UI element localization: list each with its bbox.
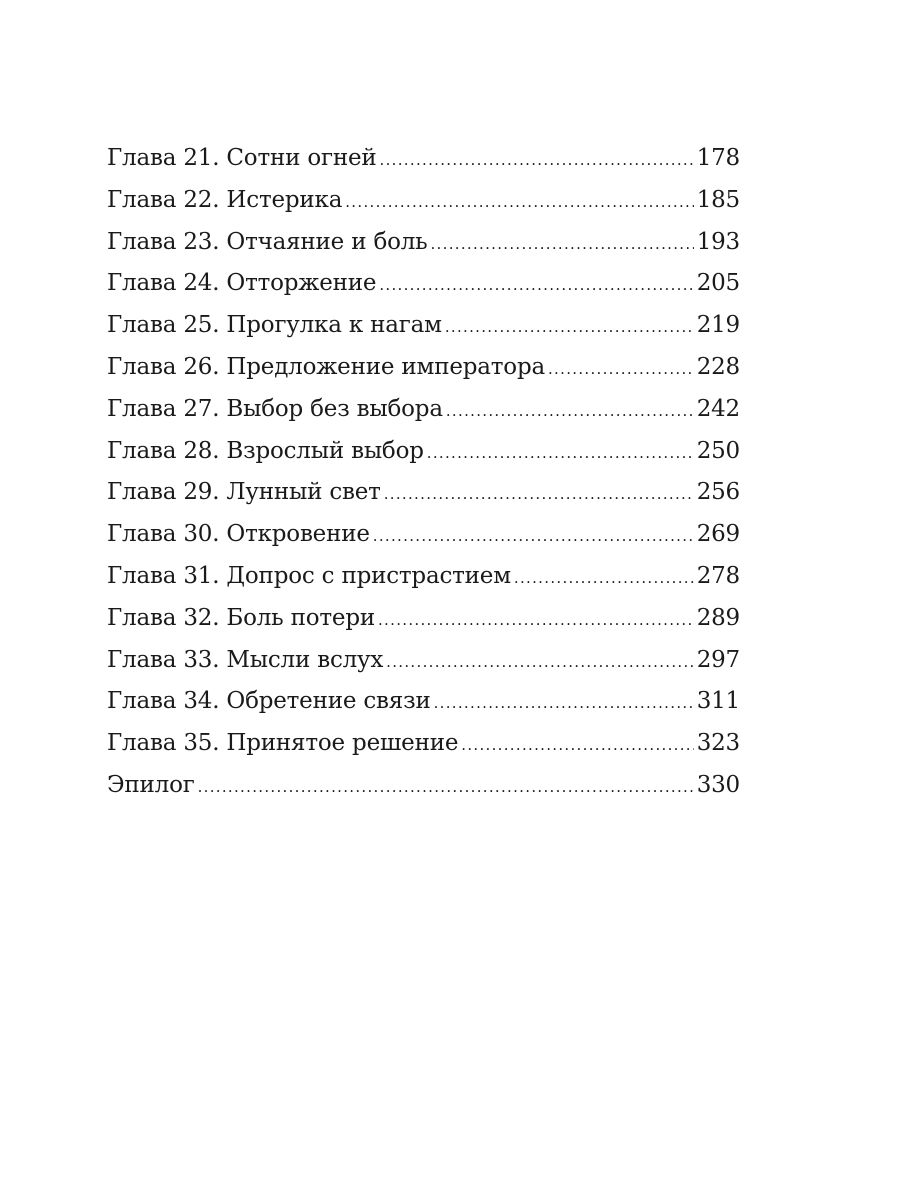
toc-entry (107, 681, 740, 723)
toc-dot-leader (379, 265, 693, 307)
toc-entry-page: 289 (696, 604, 740, 631)
toc-entry (107, 389, 740, 431)
toc-entry (107, 347, 740, 389)
toc-entry (107, 305, 740, 347)
toc-entry-page: 219 (696, 312, 740, 339)
toc-entry-title: Глава 26. Предложение императора (107, 353, 545, 380)
toc-entry-page: 256 (696, 479, 740, 506)
toc-entry-title: Глава 35. Принятое решение (107, 730, 459, 757)
toc-dot-leader (514, 558, 694, 600)
toc-entry-title: Глава 21. Сотни огней (107, 145, 377, 171)
toc-entry-page: 185 (696, 186, 740, 213)
toc-entry-title: Глава 24. Отторжение (107, 270, 377, 297)
toc-entry (107, 431, 740, 473)
toc-dot-leader (373, 516, 694, 558)
toc-entry-title: Глава 31. Допрос с пристрастием (107, 562, 511, 589)
toc-entry-page: 297 (696, 646, 740, 673)
toc-entry (107, 598, 740, 640)
toc-entry-title: Глава 32. Боль потери (107, 604, 375, 631)
toc-entry-title: Глава 27. Выбор без выбора (107, 395, 443, 422)
toc-entry-page: 242 (696, 395, 740, 422)
toc-entry-title: Глава 22. Истерика (107, 186, 343, 213)
toc-entry-page: 178 (696, 145, 740, 171)
toc-entry-title: Глава 28. Взрослый выбор (107, 437, 424, 464)
toc-entry-title: Глава 34. Обретение связи (107, 688, 431, 715)
toc-entry-title: Глава 23. Отчаяние и боль (107, 228, 428, 255)
toc-dot-leader (345, 182, 693, 224)
toc-entry-page: 250 (696, 437, 740, 464)
toc-dot-leader (380, 140, 694, 182)
toc-entry (107, 556, 740, 598)
toc-dot-leader (446, 391, 694, 433)
toc-dot-leader (548, 349, 694, 391)
toc-dot-leader (384, 474, 694, 516)
toc-entry-page: 193 (696, 228, 740, 255)
toc-entry-page: 269 (696, 521, 740, 548)
toc-entry (107, 138, 740, 180)
toc-entry-page: 311 (696, 688, 740, 715)
toc-entry (107, 222, 740, 264)
toc-entry-title: Глава 33. Мысли вслух (107, 646, 384, 673)
toc-dot-leader (378, 600, 694, 642)
toc-dot-leader (430, 224, 693, 266)
toc-entry-page: 323 (696, 730, 740, 757)
toc-dot-leader (198, 767, 694, 809)
table-of-contents (107, 138, 740, 807)
toc-entry-page: 228 (696, 353, 740, 380)
toc-entry-page: 205 (696, 270, 740, 297)
toc-dot-leader (461, 725, 693, 767)
toc-entry (107, 514, 740, 556)
toc-entry-title: Глава 29. Лунный свет (107, 479, 381, 506)
toc-entry-title: Глава 30. Откровение (107, 521, 370, 548)
toc-dot-leader (445, 307, 694, 349)
toc-entry-page: 330 (696, 771, 740, 798)
toc-entry (107, 640, 740, 682)
toc-dot-leader (427, 433, 694, 475)
toc-dot-leader (434, 683, 694, 725)
toc-dot-leader (386, 642, 694, 684)
toc-entry-title: Глава 25. Прогулка к нагам (107, 312, 442, 339)
toc-entry (107, 472, 740, 514)
toc-entry-title: Эпилог (107, 771, 195, 798)
toc-entry-page: 278 (696, 562, 740, 589)
toc-entry (107, 263, 740, 305)
toc-entry (107, 765, 740, 807)
toc-entry (107, 723, 740, 765)
toc-entry (107, 180, 740, 222)
